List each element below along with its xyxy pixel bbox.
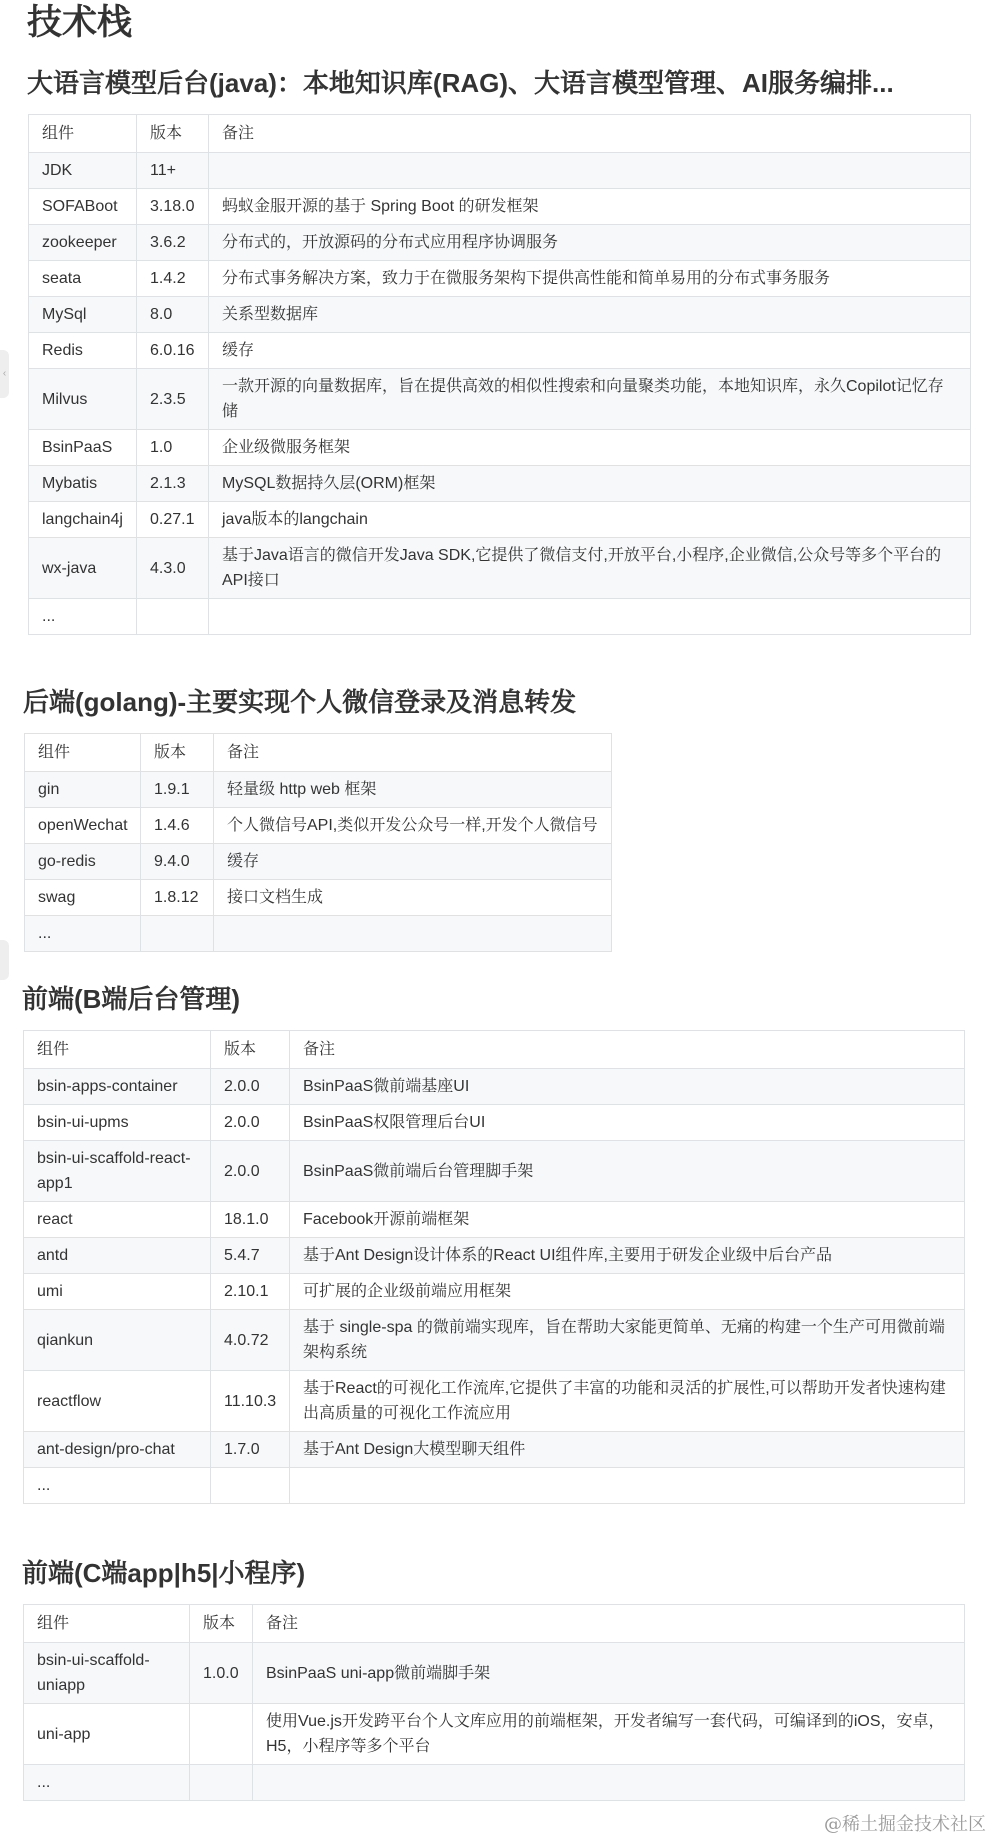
version-cell: 2.10.1 [211,1274,290,1310]
table-row [29,599,971,635]
table-row [24,1432,965,1468]
version-cell: 5.4.7 [211,1238,290,1274]
table-row [24,1238,965,1274]
table-row [24,1310,965,1371]
table-row [24,1069,965,1105]
note-cell [209,153,971,189]
note-cell [290,1468,965,1504]
column-header: 组件 [29,115,137,153]
note-cell: 基于 single-spa 的微前端实现库，旨在帮助大家能更简单、无痛的构建一个生产可用微前端架构系统 [290,1310,965,1371]
table-row [24,1765,965,1801]
component-cell: ... [25,916,141,952]
version-cell: 8.0 [137,297,209,333]
column-header: 组件 [25,734,141,772]
table-row [29,153,971,189]
version-cell: 1.8.12 [141,880,214,916]
table-row [29,466,971,502]
column-header: 组件 [24,1605,190,1643]
table-row [29,430,971,466]
note-cell: 基于Java语言的微信开发Java SDK,它提供了微信支付,开放平台,小程序,企业微信,公众号等多个平台的API接口 [209,538,971,599]
table-row [25,880,612,916]
version-cell: 9.4.0 [141,844,214,880]
table-row [24,1371,965,1432]
note-cell: 基于Ant Design设计体系的React UI组件库,主要用于研发企业级中后台产品 [290,1238,965,1274]
version-cell: 11.10.3 [211,1371,290,1432]
component-cell: Mybatis [29,466,137,502]
table-row [25,808,612,844]
table-row [25,916,612,952]
watermark: @稀土掘金技术社区 [824,1814,986,1835]
note-cell: 一款开源的向量数据库，旨在提供高效的相似性搜索和向量聚类功能，本地知识库，永久Copilot记忆存储 [209,369,971,430]
column-header: 备注 [290,1031,965,1069]
version-cell: 1.4.6 [141,808,214,844]
version-cell [190,1704,253,1765]
section-heading-b-frontend: 前端(B端后台管理) [22,984,241,1014]
note-cell: 轻量级 http web 框架 [214,772,612,808]
component-cell: bsin-ui-scaffold-uniapp [24,1643,190,1704]
column-header: 备注 [209,115,971,153]
note-cell [209,599,971,635]
table-golang [24,733,612,952]
version-cell [211,1468,290,1504]
component-cell: react [24,1202,211,1238]
note-cell: 蚂蚁金服开源的基于 Spring Boot 的研发框架 [209,189,971,225]
table-row [24,1274,965,1310]
note-cell: 缓存 [214,844,612,880]
component-cell: go-redis [25,844,141,880]
version-cell: 6.0.16 [137,333,209,369]
component-cell: JDK [29,153,137,189]
column-header: 版本 [211,1031,290,1069]
note-cell: 缓存 [209,333,971,369]
column-header: 版本 [190,1605,253,1643]
note-cell: 基于Ant Design大模型聊天组件 [290,1432,965,1468]
note-cell: BsinPaaS权限管理后台UI [290,1105,965,1141]
table-header-row [25,734,612,772]
component-cell: seata [29,261,137,297]
table-java [28,114,971,635]
left-edge-tab[interactable] [0,940,9,980]
component-cell: langchain4j [29,502,137,538]
note-cell: Facebook开源前端框架 [290,1202,965,1238]
component-cell: openWechat [25,808,141,844]
version-cell: 4.0.72 [211,1310,290,1371]
version-cell: 1.0.0 [190,1643,253,1704]
table-row [29,225,971,261]
column-header: 组件 [24,1031,211,1069]
table-header-row [24,1605,965,1643]
version-cell: 4.3.0 [137,538,209,599]
table-row [29,189,971,225]
note-cell: java版本的langchain [209,502,971,538]
column-header: 备注 [214,734,612,772]
note-cell: 关系型数据库 [209,297,971,333]
component-cell: BsinPaaS [29,430,137,466]
note-cell: 分布式的，开放源码的分布式应用程序协调服务 [209,225,971,261]
version-cell [190,1765,253,1801]
table-row [24,1105,965,1141]
left-collapse-tab[interactable]: ‹ [0,350,9,398]
component-cell: umi [24,1274,211,1310]
component-cell: MySql [29,297,137,333]
component-cell: wx-java [29,538,137,599]
table-row [24,1704,965,1765]
section-heading-java: 大语言模型后台(java)：本地知识库(RAG)、大语言模型管理、AI服务编排... [27,68,894,98]
table-row [29,502,971,538]
table-header-row [24,1031,965,1069]
note-cell [214,916,612,952]
component-cell: zookeeper [29,225,137,261]
version-cell: 1.0 [137,430,209,466]
table-row [24,1141,965,1202]
version-cell: 2.0.0 [211,1141,290,1202]
component-cell: Milvus [29,369,137,430]
component-cell: bsin-apps-container [24,1069,211,1105]
version-cell: 2.0.0 [211,1105,290,1141]
note-cell: 基于React的可视化工作流库,它提供了丰富的功能和灵活的扩展性,可以帮助开发者快速构建出高质量的可视化工作流应用 [290,1371,965,1432]
section-heading-golang: 后端(golang)-主要实现个人微信登录及消息转发 [23,687,577,717]
table-row [24,1202,965,1238]
version-cell: 2.0.0 [211,1069,290,1105]
version-cell: 3.18.0 [137,189,209,225]
component-cell: swag [25,880,141,916]
table-row [25,844,612,880]
version-cell: 0.27.1 [137,502,209,538]
version-cell: 3.6.2 [137,225,209,261]
note-cell: MySQL数据持久层(ORM)框架 [209,466,971,502]
version-cell [137,599,209,635]
note-cell: 可扩展的企业级前端应用框架 [290,1274,965,1310]
component-cell: antd [24,1238,211,1274]
component-cell: ... [24,1468,211,1504]
table-row [29,297,971,333]
version-cell: 2.3.5 [137,369,209,430]
note-cell: BsinPaaS uni-app微前端脚手架 [253,1643,965,1704]
table-row [29,333,971,369]
column-header: 版本 [137,115,209,153]
table-row [29,261,971,297]
component-cell: SOFABoot [29,189,137,225]
note-cell: 个人微信号API,类似开发公众号一样,开发个人微信号 [214,808,612,844]
table-row [25,772,612,808]
component-cell: bsin-ui-scaffold-react-app1 [24,1141,211,1202]
version-cell [141,916,214,952]
table-c-frontend [23,1604,965,1801]
version-cell: 1.7.0 [211,1432,290,1468]
note-cell: BsinPaaS微前端后台管理脚手架 [290,1141,965,1202]
version-cell: 1.9.1 [141,772,214,808]
component-cell: uni-app [24,1704,190,1765]
note-cell: BsinPaaS微前端基座UI [290,1069,965,1105]
table-row [24,1643,965,1704]
page-title: 技术栈 [27,3,133,42]
note-cell: 接口文档生成 [214,880,612,916]
column-header: 备注 [253,1605,965,1643]
version-cell: 2.1.3 [137,466,209,502]
version-cell: 1.4.2 [137,261,209,297]
section-heading-c-frontend: 前端(C端app|h5|小程序) [22,1558,306,1588]
component-cell: ant-design/pro-chat [24,1432,211,1468]
note-cell: 企业级微服务框架 [209,430,971,466]
version-cell: 18.1.0 [211,1202,290,1238]
note-cell [253,1765,965,1801]
column-header: 版本 [141,734,214,772]
table-header-row [29,115,971,153]
component-cell: Redis [29,333,137,369]
version-cell: 11+ [137,153,209,189]
component-cell: bsin-ui-upms [24,1105,211,1141]
table-b-frontend [23,1030,965,1504]
note-cell: 使用Vue.js开发跨平台个人文库应用的前端框架，开发者编写一套代码，可编译到的iOS，安卓，H5，小程序等多个平台 [253,1704,965,1765]
component-cell: gin [25,772,141,808]
table-row [29,538,971,599]
table-row [24,1468,965,1504]
component-cell: ... [24,1765,190,1801]
table-row [29,369,971,430]
component-cell: ... [29,599,137,635]
component-cell: qiankun [24,1310,211,1371]
component-cell: reactflow [24,1371,211,1432]
note-cell: 分布式事务解决方案，致力于在微服务架构下提供高性能和简单易用的分布式事务服务 [209,261,971,297]
